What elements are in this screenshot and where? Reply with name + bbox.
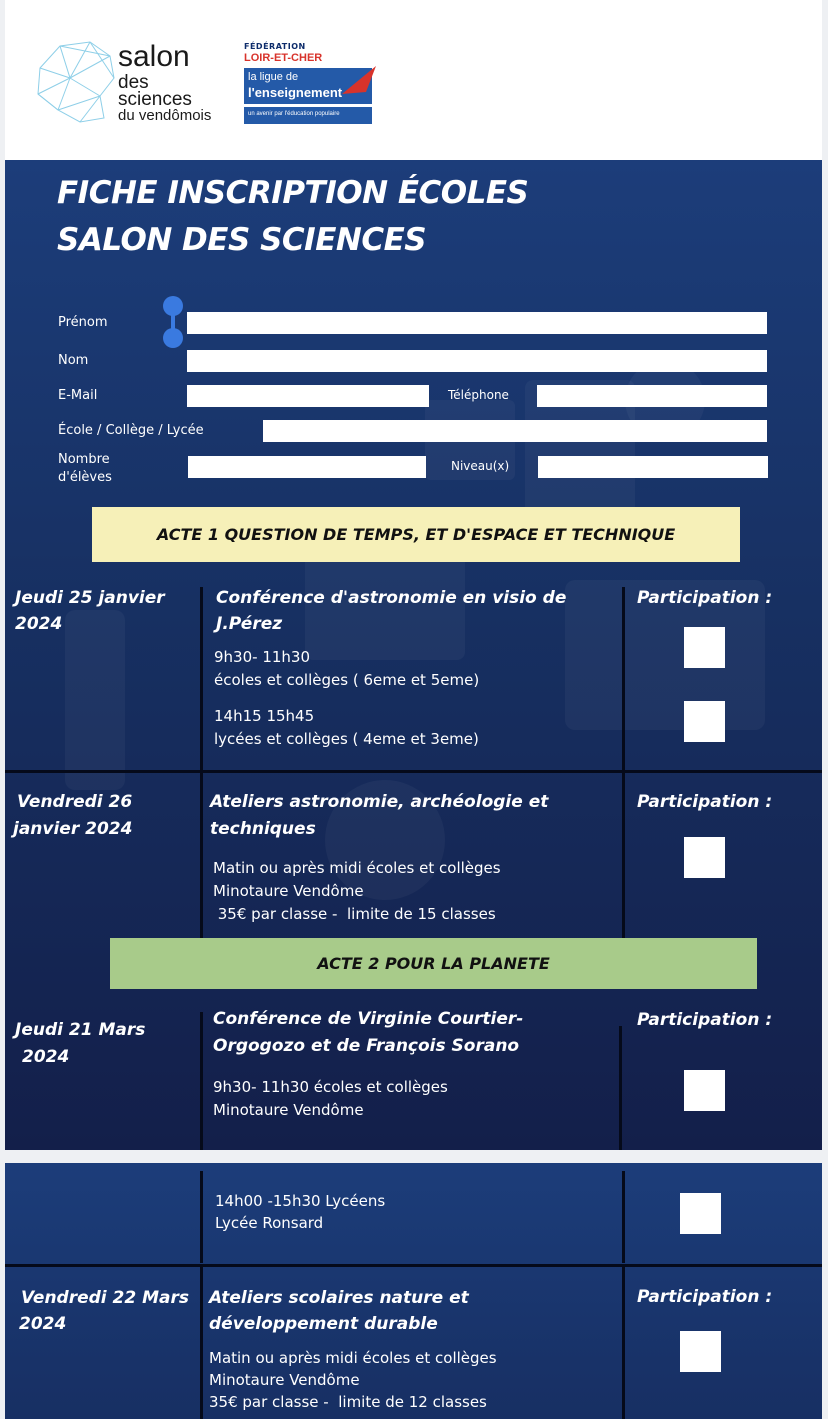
ecole-field[interactable]	[263, 420, 767, 442]
event1-session1-time: 9h30- 11h30	[214, 648, 310, 666]
event1-session1-checkbox[interactable]	[684, 627, 725, 668]
event3-session2-checkbox[interactable]	[680, 1193, 721, 1234]
logo-vendomois: du vendômois	[118, 107, 212, 124]
event2-text-line3: 35€ par classe - limite de 15 classes	[213, 905, 496, 923]
page-header	[5, 0, 822, 160]
event4-date-line2: 2024	[19, 1314, 67, 1334]
page-title-line1: FICHE INSCRIPTION ÉCOLES	[57, 175, 529, 211]
event4-text-line1: Matin ou après midi écoles et collèges	[209, 1349, 497, 1367]
event1-session1-audience: écoles et collèges ( 6eme et 5eme)	[214, 671, 480, 689]
event2-participation-label: Participation :	[637, 792, 773, 812]
acte1-banner: ACTE 1 QUESTION DE TEMPS, ET D'ESPACE ET TECHNIQUE	[92, 507, 740, 562]
ligue-logo	[244, 68, 372, 124]
ligue-tagline: un avenir par l'éducation populaire	[248, 111, 340, 117]
event1-title-line2: J.Pérez	[216, 614, 283, 634]
event1-participation-label: Participation :	[637, 588, 773, 608]
event2-date-line1: Vendredi 26	[17, 792, 133, 812]
telephone-field[interactable]	[537, 385, 767, 407]
nom-label: Nom	[58, 353, 89, 368]
logo-sciences: sciences	[118, 89, 192, 110]
event2-title-line2: techniques	[210, 819, 316, 839]
email-label: E-Mail	[58, 388, 98, 403]
email-field[interactable]	[187, 385, 429, 407]
acte2-banner: ACTE 2 POUR LA PLANETE	[110, 938, 757, 989]
event2-checkbox[interactable]	[684, 837, 725, 878]
nombre-label-1: Nombre	[58, 452, 110, 467]
form-panel	[5, 160, 822, 1150]
ligue-line2: l'enseignement	[248, 85, 343, 100]
nombre-eleves-field[interactable]	[188, 456, 426, 478]
event3-title-line2: Orgogozo et de François Sorano	[213, 1036, 520, 1056]
event3-title-line1: Conférence de Virginie Courtier-	[213, 1009, 524, 1029]
event4-text-line2: Minotaure Vendôme	[209, 1371, 360, 1389]
ecole-label: École / Collège / Lycée	[58, 423, 204, 438]
event4-participation-label: Participation :	[637, 1287, 773, 1307]
page-title-line2: SALON DES SCIENCES	[57, 222, 427, 258]
event1-date-line2: 2024	[15, 614, 63, 634]
logo-salon: salon	[118, 40, 190, 73]
event3-text-line2: Minotaure Vendôme	[213, 1101, 364, 1119]
resize-handle-icon[interactable]	[163, 296, 183, 348]
event3-session2-line1: 14h00 -15h30 Lycéens	[215, 1192, 386, 1210]
niveau-label: Niveau(x)	[451, 459, 510, 473]
event4-text-line3: 35€ par classe - limite de 12 classes	[209, 1393, 487, 1411]
event1-session2-audience: lycées et collèges ( 4eme et 3eme)	[214, 730, 479, 748]
event1-date-line1: Jeudi 25 janvier	[15, 588, 165, 608]
event4-title-line2: développement durable	[209, 1314, 438, 1334]
federation-label: FÉDÉRATION	[244, 42, 306, 51]
prenom-label: Prénom	[58, 315, 108, 330]
ligue-line1: la ligue de	[248, 71, 299, 83]
nombre-label-2: d'élèves	[58, 470, 112, 485]
event3-session1-checkbox[interactable]	[684, 1070, 725, 1111]
form-panel-continued	[5, 1163, 822, 1419]
event3-participation-label: Participation :	[637, 1010, 773, 1030]
event3-date-line2: 2024	[22, 1047, 70, 1067]
event2-text-line2: Minotaure Vendôme	[213, 882, 364, 900]
niveau-field[interactable]	[538, 456, 768, 478]
logo-des: des	[118, 72, 149, 93]
prenom-field[interactable]	[187, 312, 767, 334]
event4-date-line1: Vendredi 22 Mars	[21, 1288, 190, 1308]
event4-title-line1: Ateliers scolaires nature et	[209, 1288, 469, 1308]
event3-session2-line2: Lycée Ronsard	[215, 1214, 324, 1232]
federation-dept: LOIR-ET-CHER	[244, 52, 323, 64]
arrow-logo-icon	[340, 64, 378, 98]
nom-field[interactable]	[187, 350, 767, 372]
event1-session2-checkbox[interactable]	[684, 701, 725, 742]
event2-date-line2: janvier 2024	[13, 819, 133, 839]
telephone-label: Téléphone	[448, 388, 509, 402]
event1-session2-time: 14h15 15h45	[214, 707, 315, 725]
event2-title-line1: Ateliers astronomie, archéologie et	[210, 792, 549, 812]
event3-date-line1: Jeudi 21 Mars	[15, 1020, 146, 1040]
event2-text-line1: Matin ou après midi écoles et collèges	[213, 859, 501, 877]
event4-checkbox[interactable]	[680, 1331, 721, 1372]
brain-network-logo-icon	[30, 38, 120, 126]
event3-text-line1: 9h30- 11h30 écoles et collèges	[213, 1078, 448, 1096]
event1-title-line1: Conférence d'astronomie en visio de	[216, 588, 567, 608]
